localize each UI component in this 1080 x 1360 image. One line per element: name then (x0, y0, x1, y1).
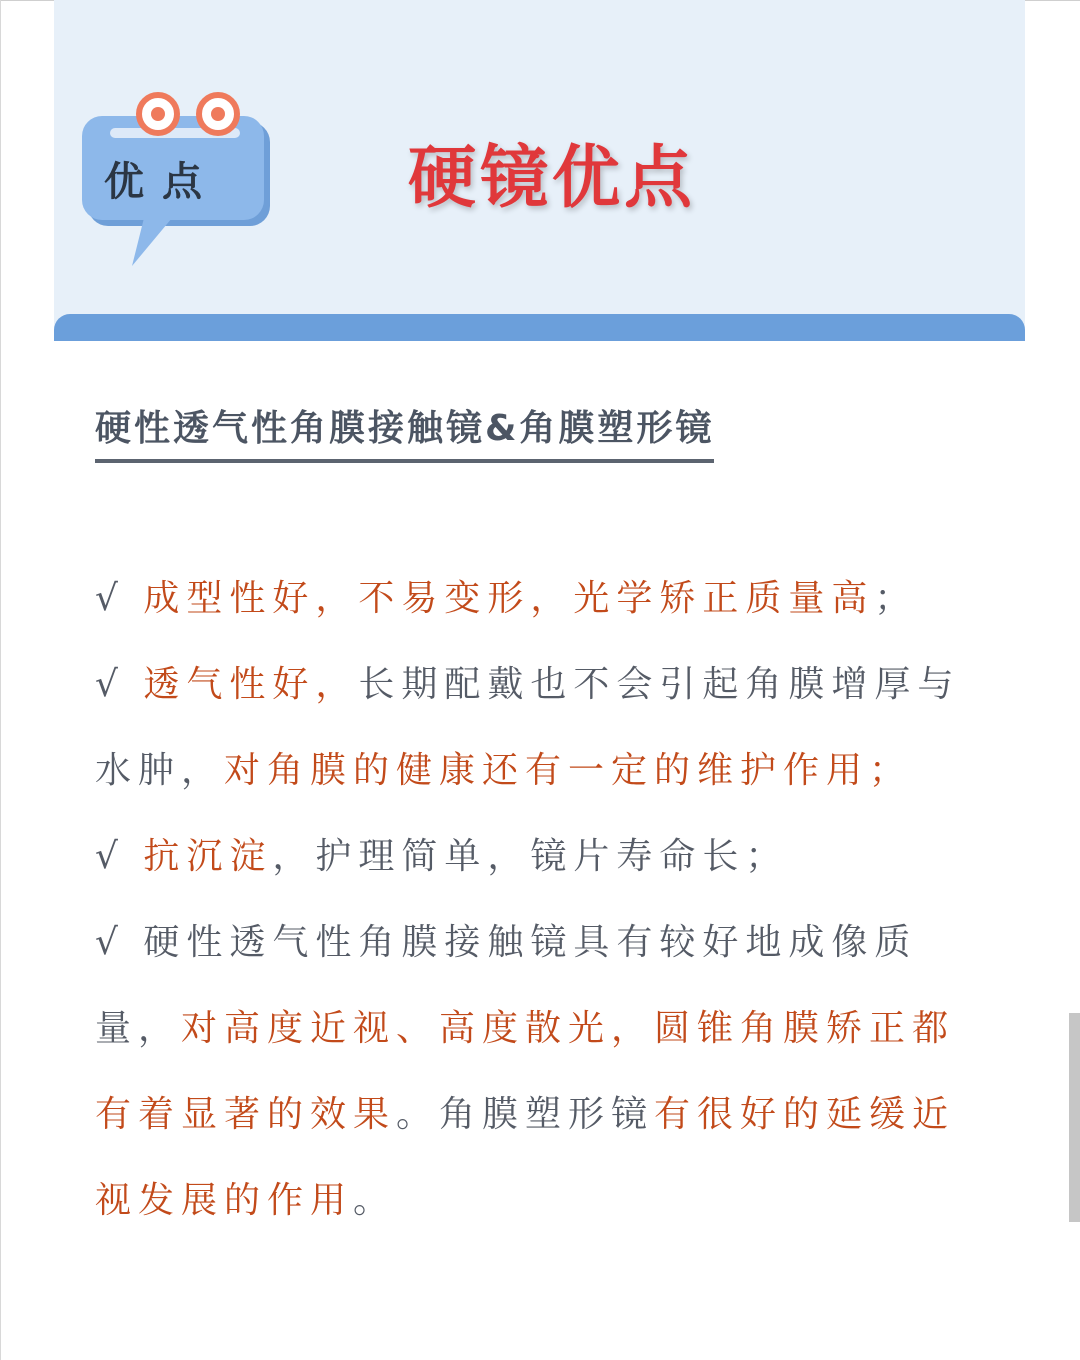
body-text: 水肿， (95, 750, 225, 791)
bullet-4-line-3 (95, 1072, 985, 1158)
highlight-text: 有着显著的效果 (95, 1094, 397, 1135)
bullet-3-line-1 (95, 814, 985, 900)
badge-label: 优点 (104, 159, 220, 205)
advantages-list (95, 556, 985, 1244)
header-accent-bar (54, 314, 1025, 341)
body-text: 长期配戴也不会引起角膜增厚与 (358, 664, 961, 705)
highlight-text: 对高度近视、高度散光，圆锥角膜矫正都 (181, 1008, 956, 1049)
bullet-2-line-1 (95, 642, 985, 728)
body-text: 。角膜塑形镜 (396, 1094, 655, 1135)
highlight-text: 视发展的作用 (95, 1180, 354, 1221)
bullet-1-line-1 (95, 556, 985, 642)
highlight-text: 有很好的延缓近 (654, 1094, 956, 1135)
section-subtitle: 硬性透气性角膜接触镜&角膜塑形镜 (95, 400, 714, 463)
body-text: √ (95, 664, 144, 705)
scrollbar-thumb[interactable] (1069, 1013, 1080, 1222)
body-text: √ 硬性透气性角膜接触镜具有较好地成像质 (95, 922, 918, 963)
bullet-4-line-2 (95, 986, 985, 1072)
page-title: 硬镜优点 (408, 139, 697, 218)
bullet-4-line-4 (95, 1158, 985, 1244)
body-text: ； (874, 578, 918, 619)
badge-pupil-left (151, 107, 165, 121)
highlight-text: 对角膜的健康还有一定的维护作用； (224, 750, 913, 791)
body-text: 量， (95, 1008, 182, 1049)
frame-border-left (0, 0, 1, 1360)
body-text: √ (95, 578, 144, 619)
bullet-2-line-2 (95, 728, 985, 814)
bullet-4-line-1 (95, 900, 985, 986)
body-text: √ (95, 836, 144, 877)
badge-pupil-right (211, 107, 225, 121)
highlight-text: 抗沉淀 (143, 836, 273, 877)
highlight-text: 成型性好，不易变形，光学矫正质量高 (143, 578, 875, 619)
body-text: 。 (353, 1180, 397, 1221)
highlight-text: 透气性好， (143, 664, 359, 705)
body-text: ，护理简单，镜片寿命长； (272, 836, 789, 877)
